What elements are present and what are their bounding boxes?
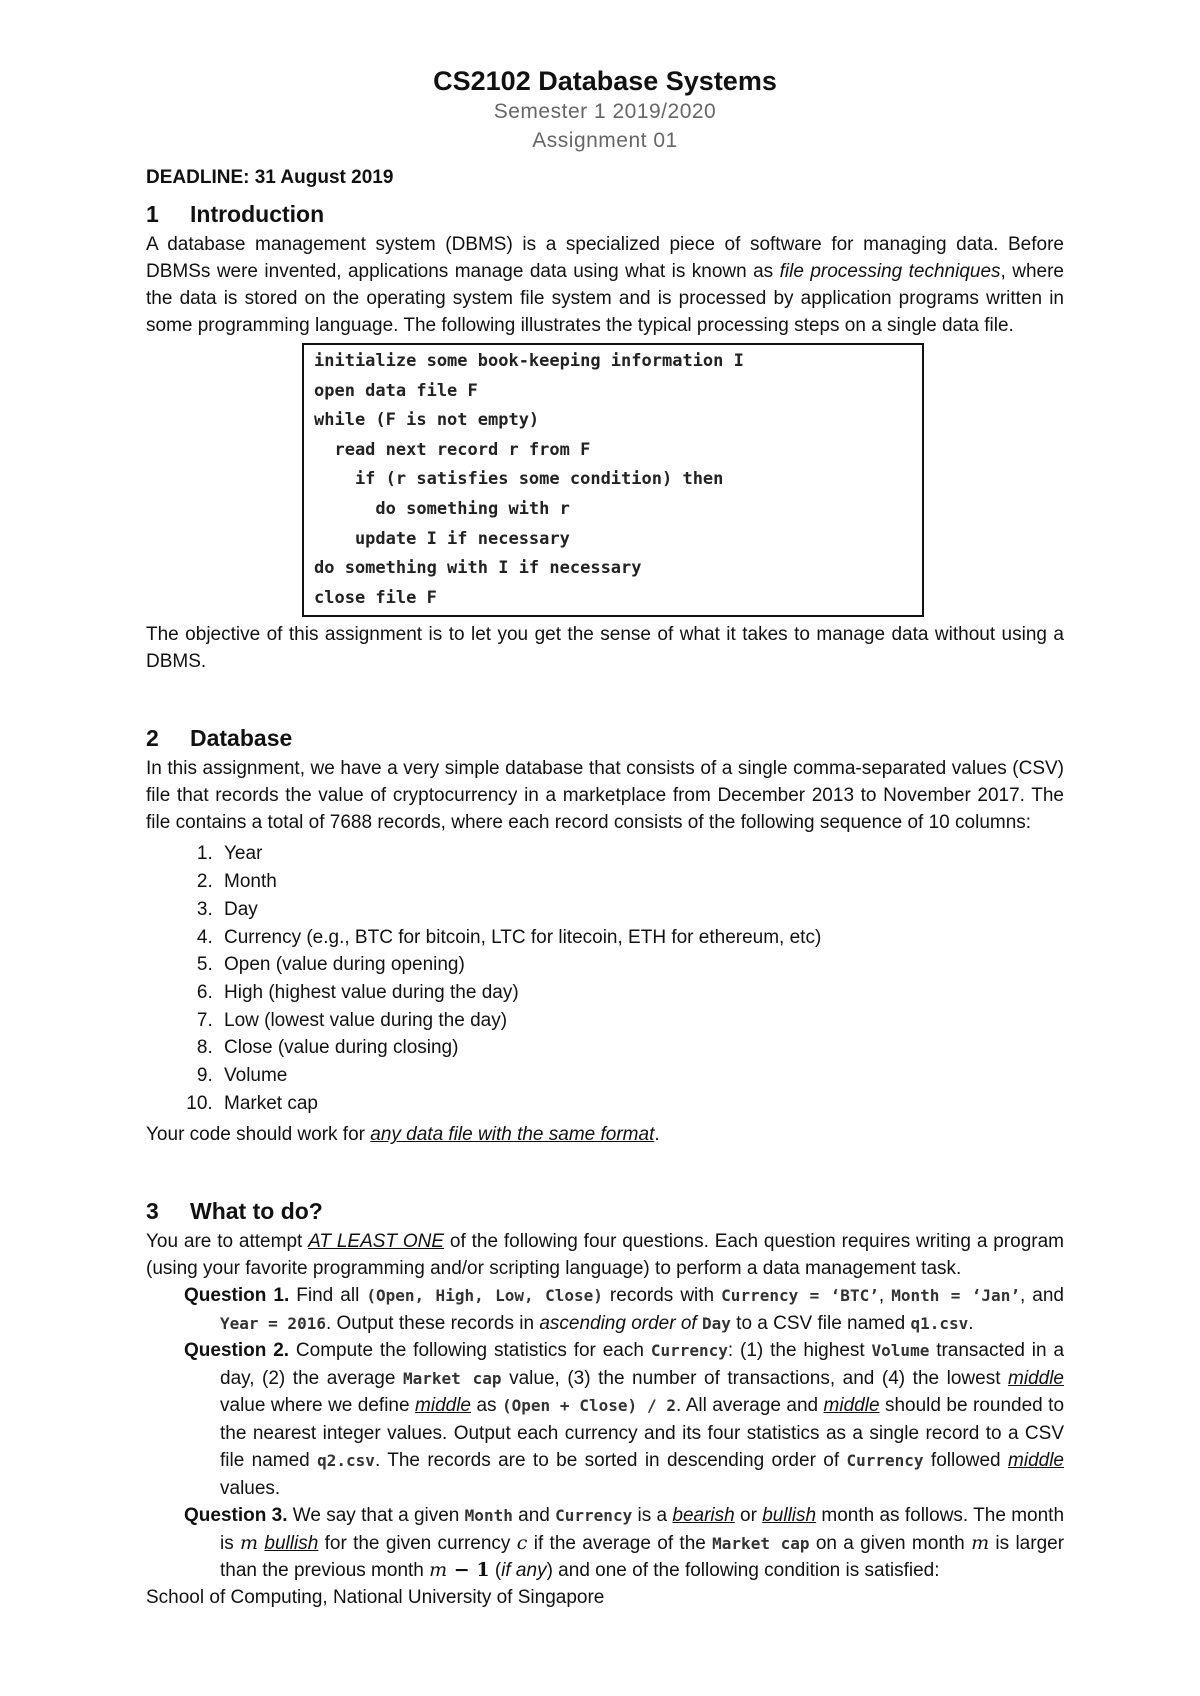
list-item: 9. Volume: [218, 1062, 1064, 1090]
document-page: [146, 66, 1064, 1585]
objective-paragraph: The objective of this assignment is to let you get the sense of what it takes to manage data without using a DBMS.: [146, 624, 1064, 673]
question-1: Question 1. Find all (Open, High, Low, Close) records with Currency = ‘BTC’, Month = ‘Jan’, and Year = 2016. Output these records in ascending order of Day to a CSV file named q1.csv.: [184, 1285, 1064, 1334]
deadline: DEADLINE: 31 August 2019: [146, 167, 394, 189]
list-item: 4. Currency (e.g., BTC for bitcoin, LTC for litecoin, ETH for ethereum, etc): [218, 924, 1064, 952]
list-item: 2. Month: [218, 868, 1064, 896]
list-item: 3. Day: [218, 896, 1064, 924]
questions: [184, 1282, 1064, 1585]
what-to-do-paragraph: You are to attempt AT LEAST ONE of the following four questions. Each question requires writing a program (using your favorite programming and/or scripting language) to perform a data management task.: [146, 1231, 1064, 1280]
code-line: initialize some book-keeping information I: [314, 351, 744, 372]
code-line: do something with r: [314, 499, 570, 520]
list-item: 10. Market cap: [218, 1090, 1064, 1118]
section-heading-introduction: 1 Introduction: [146, 201, 325, 228]
question-3: Question 3. We say that a given Month and Currency is a bearish or bullish month as follows. The month is m bullish for the given currency c if the average of the Market cap on a given month m is larger than the previous month m − 1 (if any) and one of the following condition is satisfied:: [184, 1505, 1065, 1582]
columns-list: [146, 840, 1064, 1117]
pseudocode-box: [302, 343, 924, 617]
section-heading-what-to-do: 3 What to do?: [146, 1198, 323, 1225]
code-line: open data file F: [314, 380, 478, 401]
code-line: while (F is not empty): [314, 410, 540, 431]
format-note: Your code should work for any data file with the same format.: [146, 1124, 660, 1146]
section-heading-database: 2 Database: [146, 725, 293, 752]
code-line: if (r satisfies some condition) then: [314, 469, 724, 490]
code-line: update I if necessary: [314, 528, 570, 549]
list-item: 7. Low (lowest value during the day): [218, 1007, 1064, 1035]
list-item: 1. Year: [218, 840, 1064, 868]
code-line: read next record r from F: [314, 439, 591, 460]
document-title: CS2102 Database Systems: [433, 66, 777, 96]
question-2: Question 2. Compute the following statistics for each Currency: (1) the highest Volume transacted in a day, (2) the average Market cap value, (3) the number of transactions, and (4) the lowest middle value where we define middle as (Open + Close) / 2. All average and middle should be rounded to the nearest integer values. Output each currency and its four statistics as a single record to a CSV file named q2.csv. The records are to be sorted in descending order of Currency followed middle values.: [184, 1340, 1065, 1499]
intro-paragraph: A database management system (DBMS) is a specialized piece of software for managing data. Before DBMSs were invented, applications manage data using what is known as file processing techniques, where the data is stored on the operating system file system and is processed by application programs written in some programming language. The following illustrates the typical processing steps on a single data file.: [146, 234, 1064, 337]
database-paragraph: In this assignment, we have a very simple database that consists of a single comma-separated values (CSV) file that records the value of cryptocurrency in a marketplace from December 2013 to November 2017. The file contains a total of 7688 records, where each record consists of the following sequence of 10 columns:: [146, 758, 1064, 834]
code-line: do something with I if necessary: [314, 558, 642, 579]
semester-line: Semester 1 2019/2020: [493, 100, 717, 124]
list-item: 5. Open (value during opening): [218, 951, 1064, 979]
page-footer: School of Computing, National University of Singapore: [146, 1587, 605, 1608]
list-item: 8. Close (value during closing): [218, 1034, 1064, 1062]
code-line: close file F: [314, 587, 437, 608]
list-item: 6. High (highest value during the day): [218, 979, 1064, 1007]
assignment-line: Assignment 01: [532, 129, 678, 153]
